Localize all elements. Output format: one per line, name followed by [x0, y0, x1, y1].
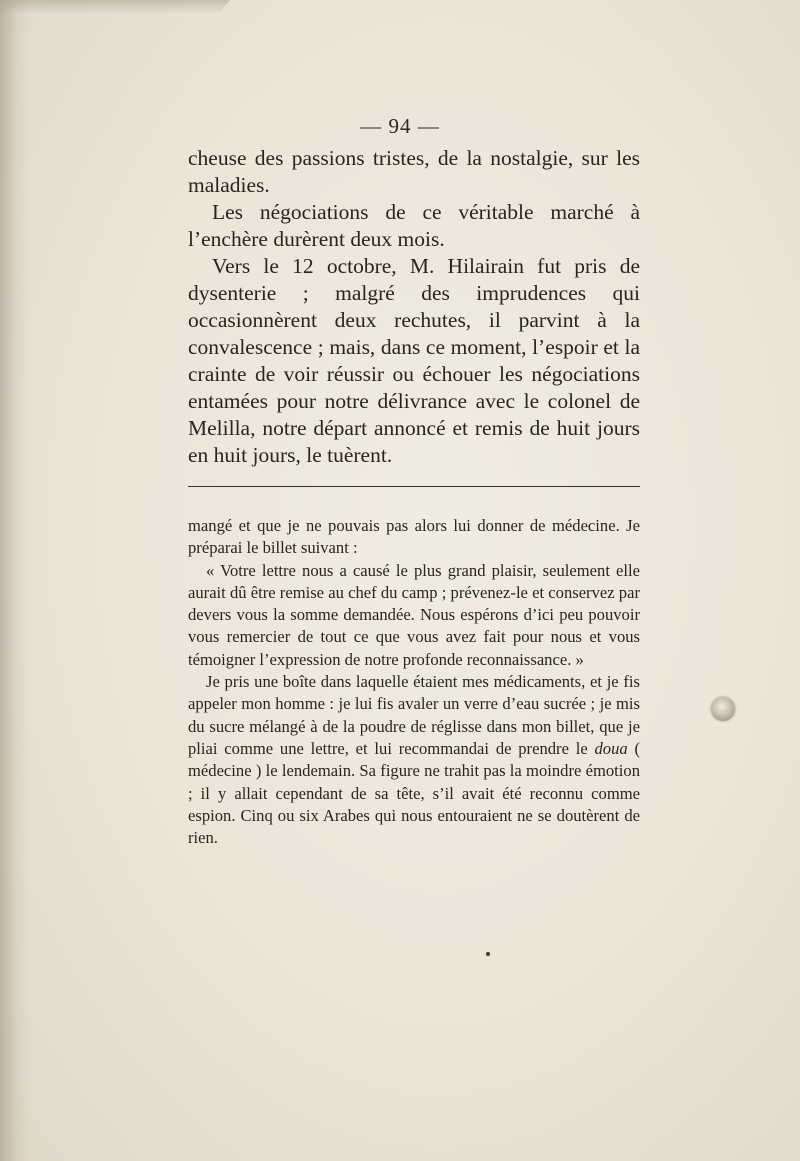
- footnote: [188, 515, 640, 849]
- library-stamp-mark: [711, 697, 735, 721]
- main-paragraph-2: Les négociations de ce véritable marché à l’enchère durèrent deux mois.: [188, 200, 640, 251]
- gutter-shadow: [0, 0, 30, 1161]
- main-paragraph-3: Vers le 12 octobre, M. Hilairain fut pris de dysenterie ; malgré des imprudences qui occasionnèrent deux rechutes, il parvint à la convalescence ; mais, dans ce moment, l’espoir et la crainte de voir réussir ou échouer les négociations entamées pour notre délivrance avec le colonel de Melilla, notre départ annoncé et remis de huit jours en huit jours, le tuèrent.: [188, 254, 640, 467]
- top-edge-strip: [0, 0, 230, 14]
- footnote-paragraph-3: [188, 671, 640, 849]
- footnote-italic-word: doua: [594, 738, 628, 758]
- footnote-rule: [188, 486, 640, 487]
- footnote-text-before: Je pris une boîte dans laquelle étaient mes médicaments, et je fis appeler mon homme : je lui fis avaler un verre d’eau sucrée ; je mis du sucre mélangé à de la poudre de réglisse dans mon billet, que je pliai comme une lettre, et lui recommandai de prendre le: [188, 672, 640, 758]
- main-paragraph-1: cheuse des passions tristes, de la nostalgie, sur les maladies.: [188, 146, 640, 197]
- ink-speck: [486, 952, 490, 956]
- main-text: [188, 145, 640, 469]
- page-number: — 94 —: [360, 114, 440, 138]
- footnote-text-after: ( médecine ) le lendemain. Sa figure ne trahit pas la moindre émotion ; il y allait cependant de sa tête, s’il avait été reconnu comme espion. Cinq ou six Arabes qui nous entouraient ne se doutèrent de rien.: [188, 738, 640, 848]
- footnote-paragraph-2: « Votre lettre nous a causé le plus grand plaisir, seulement elle aurait dû être remise au chef du camp ; prévenez-le et conservez par devers vous la somme demandée. Nous espérons d’ici peu pouvoir vous remercier de tout ce que vous avez fait pour nous et vous témoigner l’expression de notre profonde reconnaissance. »: [188, 560, 640, 669]
- footnote-paragraph-1: mangé et que je ne pouvais pas alors lui donner de médecine. Je préparai le billet suivant :: [188, 516, 640, 558]
